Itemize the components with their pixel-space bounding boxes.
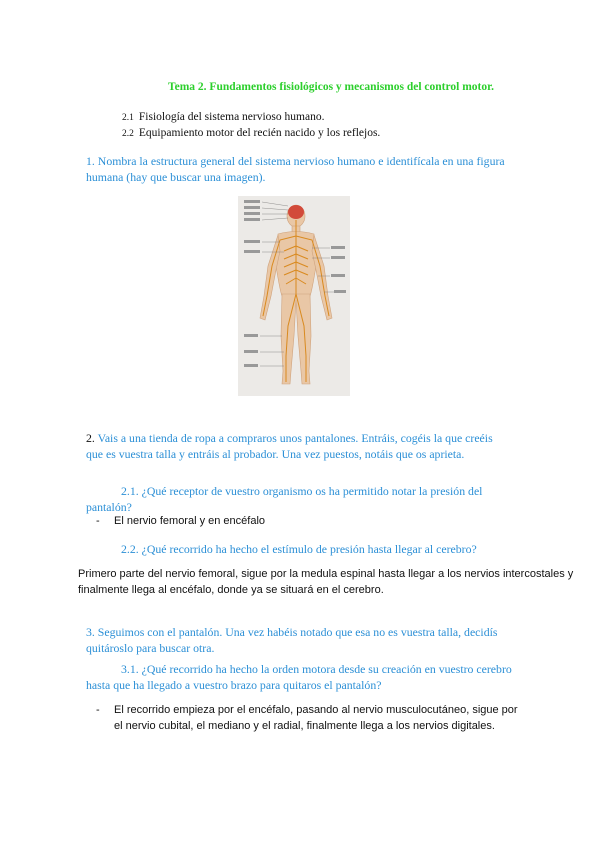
question-3-1	[86, 661, 512, 693]
question-2-line	[86, 430, 493, 446]
answer-2-1	[96, 513, 265, 529]
question-2-text: Vais a una tienda de ropa a compraros unos pantalones. Entráis, cogéis la que creéis	[97, 431, 493, 445]
answer-3-1	[96, 702, 518, 734]
question-2-line: que es vuestra talla y entráis al probador. Una vez puestos, notáis que os aprieta.	[86, 447, 465, 461]
toc-text: Fisiología del sistema nervioso humano.	[138, 111, 325, 123]
question-1-line: humana (hay que buscar una imagen).	[86, 170, 266, 184]
answer-3-1-line: el nervio cubital, el mediano y el radial, finalmente llega a los nervios digitales.	[114, 720, 495, 732]
question-1-line: 1. Nombra la estructura general del sistema nervioso humano e identifícala en una figura	[86, 154, 505, 168]
toc-text: Equipamiento motor del recién nacido y los reflejos.	[138, 127, 381, 139]
answer-3-1-line	[96, 702, 518, 718]
answer-dash: -	[96, 515, 100, 527]
answer-2-2-line: finalmente llega al encéfalo, donde ya se situará en el cerebro.	[78, 584, 384, 596]
question-2	[86, 430, 493, 462]
toc-number: 2.2	[122, 129, 134, 139]
question-2-1	[86, 483, 514, 515]
toc-item-2-2	[122, 127, 380, 139]
question-3	[86, 624, 497, 656]
question-3-1-line: hasta que ha llegado a vuestro brazo para quitaros el pantalón?	[86, 678, 382, 692]
question-2-number: 2.	[86, 431, 95, 445]
question-3-line: quitároslo para buscar otra.	[86, 641, 215, 655]
question-2-1-line: 2.1. ¿Qué receptor de vuestro organismo os ha permitido notar la presión del	[121, 484, 483, 498]
nervous-system-image	[238, 196, 350, 396]
answer-2-1-text: El nervio femoral y en encéfalo	[114, 515, 266, 527]
toc-item-2-1	[122, 111, 324, 123]
page-title: Tema 2. Fundamentos fisiológicos y mecanismos del control motor.	[168, 81, 495, 93]
question-2-2: 2.2. ¿Qué recorrido ha hecho el estímulo de presión hasta llegar al cerebro?	[121, 542, 477, 556]
nervous-system-figure-icon	[238, 196, 350, 396]
question-3-line: 3. Seguimos con el pantalón. Una vez habéis notado que esa no es vuestra talla, decidís	[86, 625, 498, 639]
answer-dash: -	[96, 704, 100, 716]
answer-2-2	[78, 566, 573, 598]
question-1	[86, 153, 505, 185]
question-3-1-line: 3.1. ¿Qué recorrido ha hecho la orden motora desde su creación en vuestro cerebro	[121, 662, 512, 676]
toc-number: 2.1	[122, 113, 134, 123]
question-2-1-line: pantalón?	[86, 500, 132, 514]
answer-2-2-line: Primero parte del nervio femoral, sigue por la medula espinal hasta llegar a los nervios intercostales y	[78, 568, 574, 580]
answer-3-1-text: El recorrido empieza por el encéfalo, pasando al nervio musculocutáneo, sigue por	[114, 704, 518, 716]
